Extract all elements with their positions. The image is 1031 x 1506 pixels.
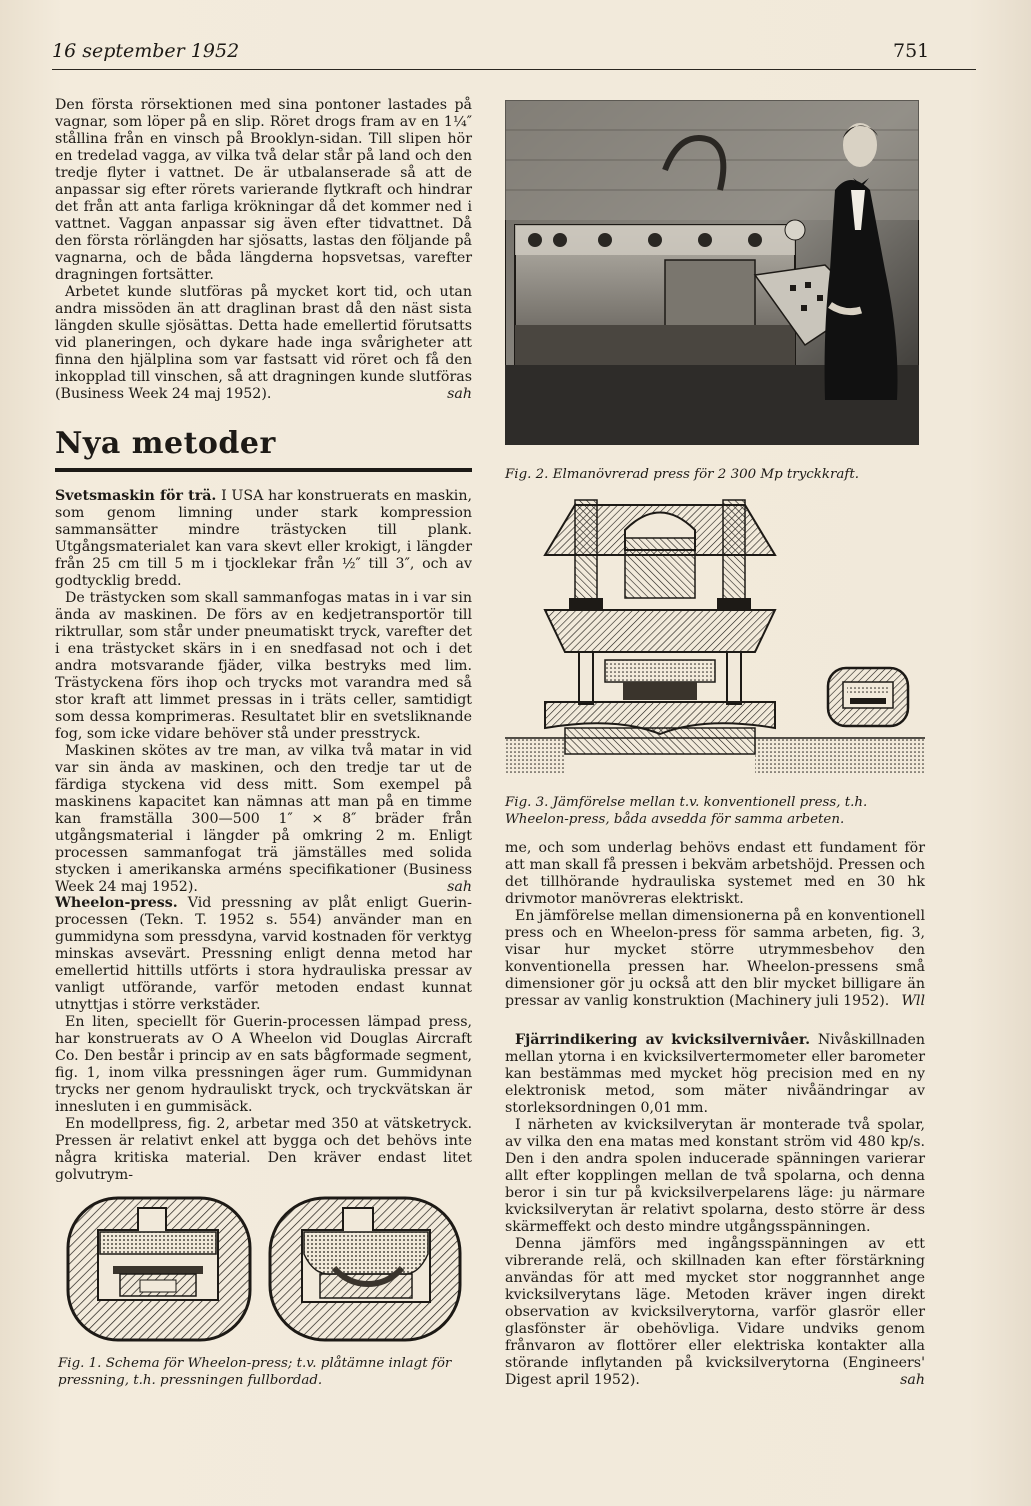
article-lead: Wheelon-press. bbox=[55, 895, 178, 911]
paragraph: Svetsmaskin för trä. I USA har konstruerats en maskin, som genom limning under stark kompression sammansätter mindre trästycken till plank. Utgångsmaterialet kan vara skevt eller krokigt, i längder från 25 cm till 5 m i tjocklekar från ½″ till 3″, och av godtycklig bredd. bbox=[55, 488, 472, 589]
section-title: Nya metoder bbox=[55, 426, 276, 461]
paragraph: Den första rörsektionen med sina pontoner lastades på vagnar, som löper på en slip. Röret drogs fram av en 1¼″ stållina från en vinsch på Brooklyn-sidan. Till slipen hör en tredelad vagga, av vilka två delar står på land och den tredje flyter i vattnet. De är utbalanserade så att de anpassar sig efter rörets varierande flytkraft och hindrar det från att anta farliga krökningar då det kommer ned i vattnet. Vaggan anpassar sig även efter tidvattnet. Då den första rörlängden har sjösatts, lastas den följande på vagnarna, och de båda längderna hopsvetsas, varefter dragningen fortsätter. bbox=[55, 97, 472, 283]
article-lead: Fjärrindikering av kvicksilvernivåer. bbox=[515, 1032, 811, 1048]
signature: sah bbox=[900, 1372, 925, 1388]
paragraph: En jämförelse mellan dimensionerna på en konventionell press och en Wheelon-press för samma arbeten, fig. 3, visar hur mycket större utrymmesbehov den konventionella pressen har. Wheelon-pressens små dimensioner gör ju också att den blir mycket billigare än pressar av vanlig konstruktion (Machinery juli 1952). Wll bbox=[505, 908, 925, 1009]
signature: sah bbox=[447, 879, 472, 895]
paragraph: Arbetet kunde slutföras på mycket kort tid, och utan andra missöden än att draglinan brast då den näst sista längden skulle sjösättas. Detta hade emellertid förutsatts vid planeringen, och dykare hade inga svårigheter att finna den hjälplina som var fastsatt vid röret och få den inkopplad till vinschen, så att dragningen kunde slutföras (Business Week 24 maj 1952). sah bbox=[55, 284, 472, 402]
figure-2-caption: Fig. 2. Elmanövrerad press för 2 300 Mp tryckkraft. bbox=[505, 467, 859, 482]
fig3-wheelon-press bbox=[828, 668, 908, 726]
section-rule bbox=[55, 468, 472, 472]
article-fjarrindikering bbox=[505, 1032, 925, 1389]
paragraph: Fjärrindikering av kvicksilvernivåer. Nivåskillnaden mellan ytorna i en kvicksilvertermometer eller barometer kan bestämmas med mycket hög precision med en ny elektronisk metod, som mäter nivåändringar av storleksordningen 0,01 mm. bbox=[505, 1032, 925, 1116]
article-tunnel-continued bbox=[55, 97, 472, 403]
paragraph: Denna jämförs med ingångsspänningen av ett vibrerande relä, och skillnaden kan efter förstärkning användas för att med mycket stor noggrannhet ange kvicksilverytans läge. Metoden kräver ingen direkt observation av kvicksilverytorna, varför glasrör eller glasfönster är obehövliga. Vidare undviks genom frånvaron av flottörer eller elektriska kontakter alla störande inflytanden på kvicksilverytorna (Engineers' Digest april 1952). sah bbox=[505, 1236, 925, 1388]
paragraph: me, och som underlag behövs endast ett fundament för att man skall få pressen i bekväm arbetshöjd. Pressen och det tillhörande hydrauliska systemet med en 30 hk drivmotor manövreras elektriskt. bbox=[505, 840, 925, 907]
article-wheelon bbox=[55, 895, 472, 1184]
paragraph: En liten, speciellt för Guerin-processen lämpad press, har konstruerats av O A Wheelon vid Douglas Aircraft Co. Den består i princip av en sats bågformade segment, fig. 1, inom vilka pressningen äger rum. Gummidynan trycks ner genom hydrauliskt tryck, och tryckvätskan är innesluten i en gummisäck. bbox=[55, 1014, 472, 1115]
figure-1-caption: Fig. 1. Schema för Wheelon-press; t.v. plåtämne inlagt för pressning, t.h. pressningen fullbordad. bbox=[58, 1356, 452, 1388]
paragraph: Wheelon-press. Vid pressning av plåt enligt Guerin-processen (Tekn. T. 1952 s. 554) använder man en gummidyna som pressdyna, varvid kostnaden för verktyg minskas avsevärt. Pressning enligt denna metod har emellertid hittills utförts i stora hydrauliska pressar av vanligt utförande, varför metoden endast kunnat utnyttjas i större verkstäder. bbox=[55, 895, 472, 1013]
figure-3-comparison-drawing bbox=[505, 490, 925, 785]
fig1-left-press bbox=[68, 1198, 250, 1340]
signature: Wll bbox=[901, 993, 925, 1009]
signature: sah bbox=[447, 386, 472, 402]
figure-1-schematic bbox=[58, 1190, 478, 1350]
paragraph: De trästycken som skall sammanfogas matas in i var sin ända av maskinen. De förs av en kedjetransportör till riktrullar, som står under pneumatiskt tryck, varefter det i ena trästycket skärs in i en snedfasad not och i det andra motsvarande fjäder, vilka bestryks med lim. Trästyckena förs ihop och trycks mot varandra med så stor kraft att limmet pressas in i träts celler, samtidigt som dessa komprimeras. Resultatet blir en svetsliknande fog, som icke vidare behöver stå under presstryck. bbox=[55, 590, 472, 742]
article-lead: Svetsmaskin för trä. bbox=[55, 488, 217, 504]
header-rule bbox=[52, 69, 976, 70]
figure-2-photo bbox=[505, 100, 919, 445]
header-date: 16 september 1952 bbox=[52, 40, 240, 62]
page-number: 751 bbox=[893, 40, 930, 62]
paragraph: I närheten av kvicksilverytan är monterade två spolar, av vilka den ena matas med konstant ström vid 480 kp/s. Den i den andra spolen inducerade spänningen varierar allt efter kopplingen mellan de två spolarna, och denna beror i sin tur på kvicksilverpelarens läge: ju närmare kvicksilverytan är relativt spolarna, desto större är dess skärmeffekt och desto mindre utgångsspänningen. bbox=[505, 1117, 925, 1235]
figure-3-caption: Fig. 3. Jämförelse mellan t.v. konventionell press, t.h. Wheelon-press, båda avsedda för samma arbeten. bbox=[505, 795, 868, 827]
article-wheelon-continued bbox=[505, 840, 925, 1010]
paragraph: En modellpress, fig. 2, arbetar med 350 at vätsketryck. Pressen är relativt enkel att bygga och det behövs inte några kritiska material. Den kräver endast litet golvutrym- bbox=[55, 1116, 472, 1183]
fig1-right-press bbox=[270, 1198, 460, 1340]
fig3-conventional-press bbox=[505, 500, 925, 774]
article-svetsmaskin bbox=[55, 488, 472, 896]
paragraph: Maskinen skötes av tre man, av vilka två matar in vid var sin ända av maskinen, och den tredje tar ut de färdiga styckena vid dess mitt. Som exempel på maskinens kapacitet kan nämnas att man på en timme kan framställa 300—500 1″ × 8″ bräder från utgångsmaterial i längder på omkring 2 m. Enligt processen sammanfogat trä jämställes med solida stycken i amerikanska arméns specifikationer (Business Week 24 maj 1952). sah bbox=[55, 743, 472, 895]
